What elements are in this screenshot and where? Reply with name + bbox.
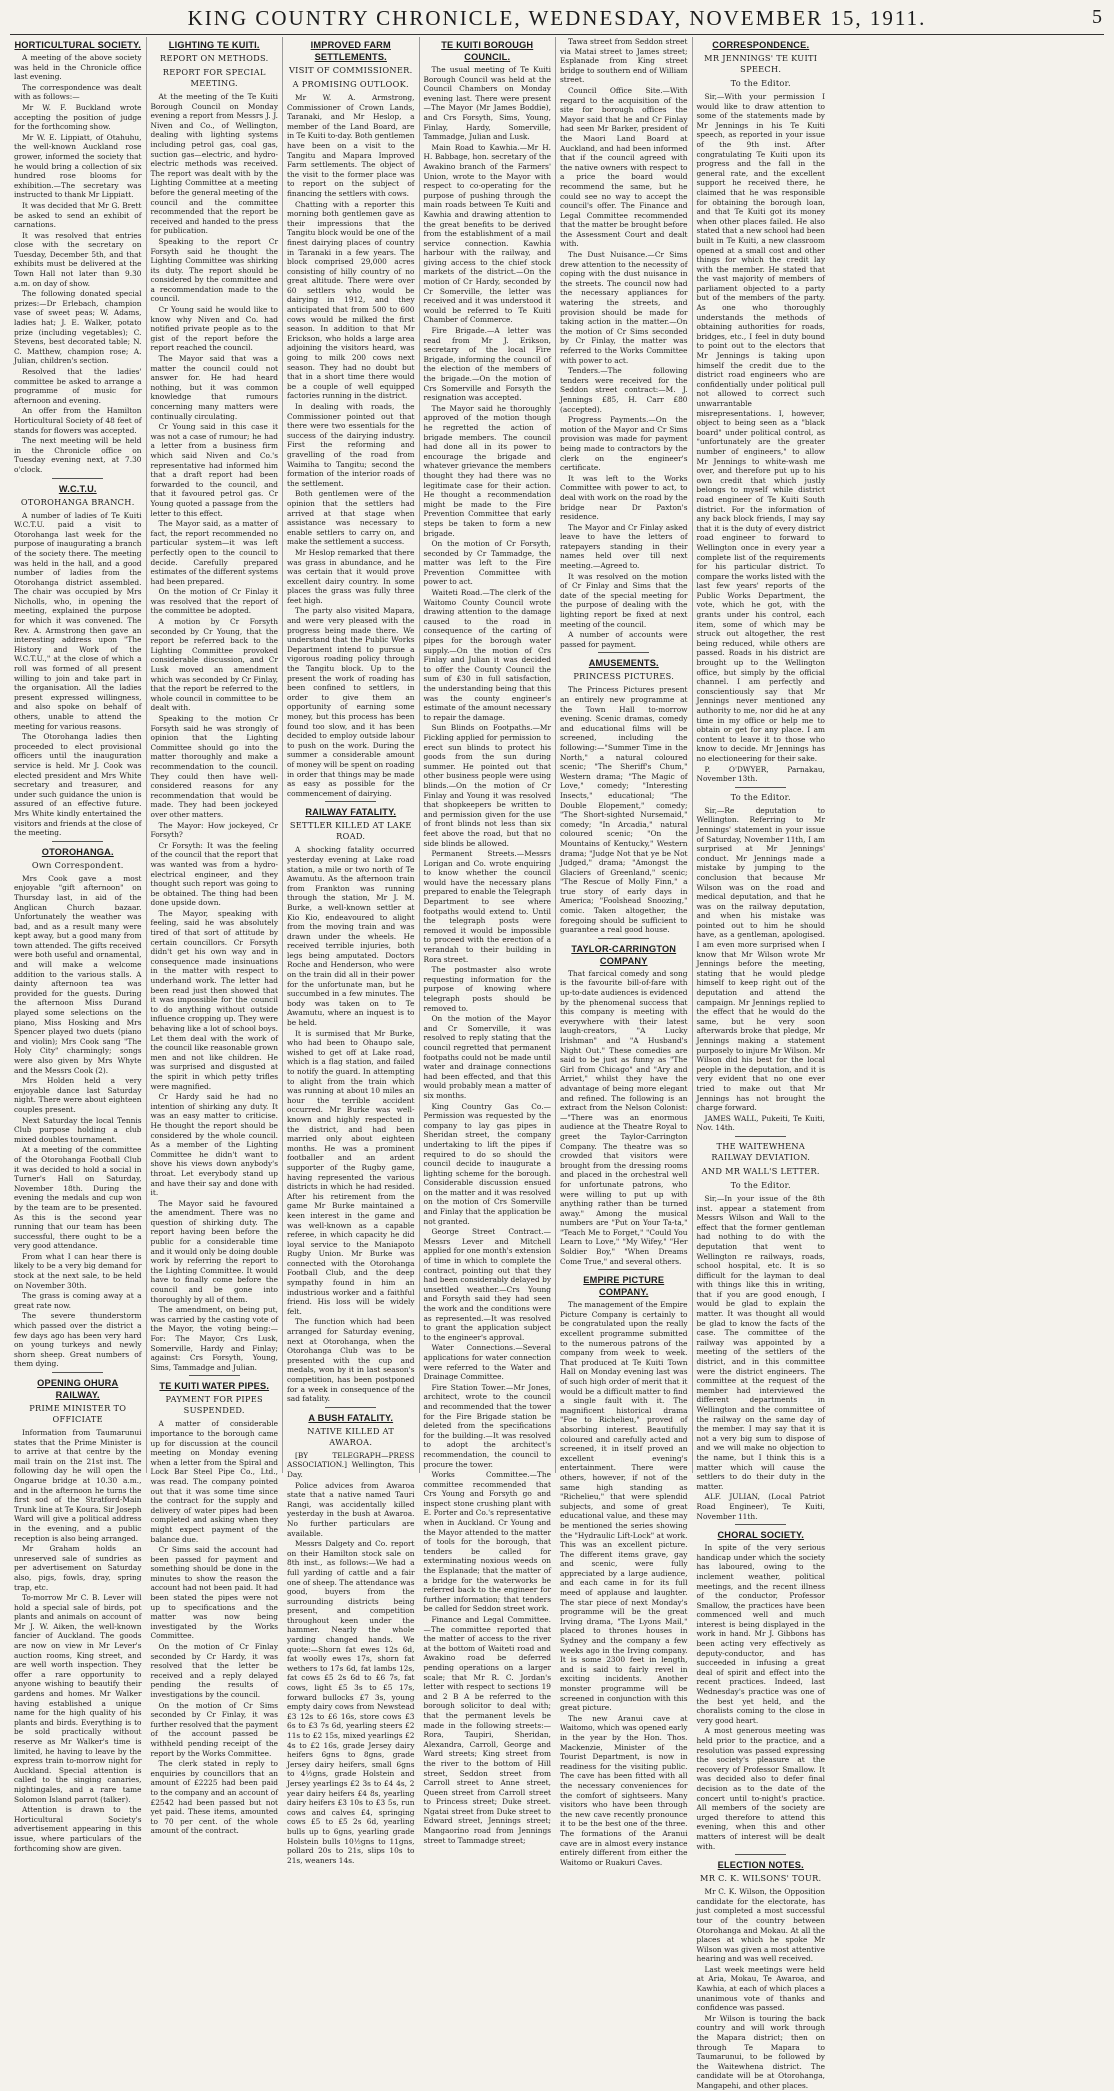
article-paragraph: The severe thunderstorm which passed over the district a few days ago has been very hard on young turkeys and newly shorn sheep. Great numbers of them dying. bbox=[14, 1311, 142, 1369]
divider bbox=[52, 1372, 103, 1373]
article-paragraph: The Princess Pictures present an entirely new programme at the Town Hall to-morrow evening. Scenic dramas, comedy and educational films will be screened, including the following:—"Summer Time in the North," a natural coloured scenic; "The Sheriff's Chum," Western drama; "The Magic of Love," comedy; "Interesting Insects," educational; "The Double Elopement," comedy; "The Short-sighted Nursemaid," comedy; "In Arcadia," natural coloured scenic; "On the Mountains of Kentucky," Western drama; "Judge Not that ye be Not Judged," drama; "Amongst the Glaciers of Greenland," scenic; "The Rescue of Molly Finn," a true story of early days in America; "Foolshead Snoozing," comic. Taken altogether, the foregoing should be sufficient to guarantee a real good house. bbox=[560, 685, 688, 935]
article-heading: W.C.T.U. bbox=[58, 483, 97, 494]
article-heading: CHORAL SOCIETY. bbox=[717, 1530, 805, 1541]
article-heading: TE KUITI WATER PIPES. bbox=[159, 1381, 270, 1392]
divider bbox=[52, 841, 103, 842]
article-paragraph: Waiteti Road.—The clerk of the Waitomo County Council wrote drawing attention to the damage caused to the road in consequence of the carting of pipes for the borough water supply.—On the motion of Crs Finlay and Julian it was decided to offer the County Council the sum of £30 in full satisfaction, the understanding being that this was the county engineer's estimate of the amount necessary to repair the damage. bbox=[423, 588, 551, 722]
article-subheading: NATIVE KILLED AT AWAROA. bbox=[307, 1425, 395, 1447]
divider bbox=[325, 801, 376, 802]
article-paragraph: Permanent Streets.—Messrs Lorigan and Co. wrote enquiring to know whether the council would have the necessary plans prepared to enable the Telegraph Department to see where footpaths would extend to. Until the telegraph posts were removed it would be impossible to proceed with the erection of a verandah to their building in Rora street. bbox=[423, 849, 551, 964]
article bbox=[424, 39, 552, 1845]
article-paragraph: Mr Graham holds an unreserved sale of sundries as per advertisement on Saturday also, pigs, fowls, dray, spring trap, etc. bbox=[14, 1544, 142, 1592]
article-heading: RAILWAY FATALITY. bbox=[305, 807, 397, 818]
article-paragraph: A matter of considerable importance to the borough came up for discussion at the council meeting on Monday evening when a letter from the Spiral and Lock Bar Steel Pipe Co., Ltd., was read. The company pointed out that it was some time since the contract for the supply and delivery of water pipes had been completed and asking when they might expect payment of the balance due. bbox=[150, 1419, 278, 1544]
article-paragraph: Resolved that the ladies' committee be asked to arrange a programme of music for afternoon and evening. bbox=[14, 367, 142, 405]
article-paragraph: Works Committee.—The committee recommended that Crs Young and Forsyth go and inspect stone crushing plant with E. Porter and Co.'s representative when in Auckland. Cr Young and the Mayor attended to the matter of tools for the borough, that tenders be called for exterminating noxious weeds on the Esplanade; that the matter of a bridge for the waterworks be referred back to the engineer for further information; that tenders be called for Seddon street work. bbox=[423, 1470, 551, 1614]
article-paragraph: Mr W. F. Buckland wrote accepting the position of judge for the forthcoming show. bbox=[14, 102, 142, 132]
divider bbox=[52, 478, 103, 479]
article-paragraph: The Mayor said, as a matter of fact, the report recommended no particular system—it was left perfectly open to the council to decide. Carefully prepared estimates of the different systems had been prepared. bbox=[150, 519, 278, 586]
article-paragraph: [BY TELEGRAPH—PRESS ASSOCIATION.] Wellington, This Day. bbox=[287, 1450, 415, 1479]
article-heading: LIGHTING TE KUITI. bbox=[168, 40, 260, 50]
article-paragraph: That farcical comedy and song is the favourite bill-of-fare with up-to-date audiences is evidenced by the phenomenal success that this company is meeting with everywhere with their latest laugh-creators, "A Lucky Irishman" and "A Husband's Night Out." These comedies are said to be just as funny as "The Girl from Chicago" and "Ary and Arriet," whilst they have the advantage of being more elegant and refined. The following is an extract from the Nelson Colonist:—"There was an enormous audience at the Theatre Royal to greet the Taylor-Carrington Company. The theatre was so crowded that visitors were brought from the dressing rooms and placed in the orchestral well for unfortunate patrons, who were willing to put up with anything rather than be turned away." Among the musical numbers are "Put on Your Ta-ta," "Teach Me to Forget," "Could You Learn to Love," "My Wifey," "Her Soldier Boy," "When Dreams Come True," and several others. bbox=[560, 968, 688, 1266]
article-paragraph: At a meeting of the committee of the Otorohanga Football Club it was decided to hold a social in Turner's Hall on Saturday, November 18th. During the evening the medals and cup won by the team are to be presented. As this is the second year running that our team has been successful, there ought to be a very good attendance. bbox=[14, 1145, 142, 1251]
article-paragraph: Mr Heslop remarked that there was grass in abundance, and he was certain that it would prove excellent dairy country. In some places the grass was fully three feet high. bbox=[287, 547, 415, 605]
article-paragraph: The Mayor and Cr Finlay asked leave to have the letters of ratepayers standing in their names held over till next meeting.—Agreed to. bbox=[560, 522, 688, 571]
article-paragraph: Cr Young said he would like to know why Niven and Co. had notified private people as to the gist of the report before the report reached the council. bbox=[150, 305, 278, 353]
article-paragraph: ALF. JULIAN, (Local Patriot Road Engineer), Te Kuiti, November 11th. bbox=[696, 1492, 825, 1521]
article bbox=[560, 943, 688, 1266]
article-paragraph: Sir,—With your permission I would like to draw attention to some of the statements made by Mr Jennings in his Te Kuiti speech, as reported in your issue of the 9th inst. After congratulating Te Kuiti upon its progress and the fall in the general rate, and the excellent support he received there, he claimed that he was responsible for obtaining the borough loan, and that Te Kuiti got its money when other places failed. He also stated that a new school had been built in Te Kuiti, a new classroom opened at a small cost and other things for which the credit lay with the member. He stated that the vast majority of members of parliament objected to a party but of the members of the party. As one who thoroughly understands the methods of obtaining authorities for roads, bridges, etc., I feel in duty bound to point out to the electors that Mr Jennings is taking upon himself the credit due to the district road engineers who are confidentially under political pull not allowed to correct such unwarrantable misrepresentations. I, however, object to being seen as a "black board" under political control, as "unfortunately are the greater number of engineers," to allow Mr Jennings to white-wash me over, and therefore put up to his own credit that which justly belongs to myself while district road engineer of Te Kuiti South district. For the information of any back block friends, I may say that it is the duty of every district road engineer to forward to Wellington once in every year a complete list of the requirements for his particular district. To compare the works listed with the last few years' reports of the Public Works Department, the vote, which he got, with the grants under his control, each item, some of which may be struck out altogether, the rest being reduced, while others are passed. Roads in his district are brought up to the Wellington office, but simply by the official channel. I am perfectly and conscientiously say that Mr Jennings never mentioned any authority to me, nor did he at any time in my office or help me to obtain or get for any place. I am content to leave it to those who know to decide. Mr Jennings has no electioneering for their sake. bbox=[696, 92, 825, 763]
article-paragraph: Mrs Holden held a very enjoyable dance last Saturday night. There were about eighteen couples present. bbox=[14, 1076, 142, 1114]
article-paragraph: On the motion of Cr Finlay it was resolved that the report of the committee be adopted. bbox=[150, 587, 278, 616]
article bbox=[151, 39, 279, 1372]
article-subheading: PRINCESS PICTURES. bbox=[573, 671, 675, 682]
article bbox=[560, 1274, 688, 1867]
article bbox=[560, 657, 688, 934]
article-paragraph: Fire Station Tower.—Mr Jones, architect, wrote to the council and recommended that the tower for the Fire Brigade station be deleted from the specifications for the building.—It was resolved to adopt the architect's recommendation, the council to procure the tower. bbox=[423, 1382, 551, 1469]
article-paragraph: The following donated special prizes:—Dr Erlebach, champion vase of sweet peas; W. Adams, ladies hat; J. E. Walker, potato prize (including vegetables); C. Stevens, best decorated table; N. C. Matthew, champion rose; A. Julian, children's section. bbox=[14, 289, 142, 366]
article-paragraph: Mr C. K. Wilson, the Opposition candidate for the electorate, has just completed a most successful tour of the country between Otorohanga and Mokau. At all the places at which he spoke Mr Wilson was given a most attentive hearing and was well received. bbox=[696, 1887, 825, 1964]
article bbox=[287, 806, 415, 1403]
article-subheading: To the Editor. bbox=[730, 78, 791, 88]
divider bbox=[325, 1407, 376, 1408]
article-paragraph: Information from Taumarunui states that the Prime Minister is to arrive at that centre by the mail train on the 21st inst. The following day he will open the Ongarue bridge at 10.30 a.m., and in the afternoon he turns the first sod of the Stratford-Main Trunk line at Te Koura. Sir Joseph Ward will give a political address in the evening, and a public reception is also being arranged. bbox=[14, 1428, 142, 1543]
article bbox=[697, 1141, 826, 1521]
article-paragraph: It was decided that Mr G. Brett be asked to send an exhibit of carnations. bbox=[14, 200, 142, 230]
article-paragraph: The clerk stated in reply to enquiries by councillors that an amount of £2225 had been paid to the company and an account of £2542 had been passed but not yet paid. These items, amounted to 70 per cent. of the whole amount of the contract. bbox=[150, 1759, 278, 1836]
article-paragraph: Cr Hardy said he had no intention of shirking any duty. It was an easy matter to criticise. He thought the report should be considered by the whole council. As a member of the Lighting Committee he didn't want to shove his views down anybody's throat. Let everybody stand up and have their say and done with it. bbox=[150, 1092, 278, 1198]
article-subheading: AND MR WALL'S LETTER. bbox=[701, 1165, 820, 1176]
article-paragraph: Chatting with a reporter this morning both gentlemen gave as their impressions that the Tangitu block would be one of the finest dairying places of country in Taranaki in a few years. The block comprised 29,000 acres consisting of hilly country of no great altitude. There were over 60 settlers who would be dairying in 1912, and they anticipated that from 500 to 600 cows would be milked the first season. In addition to that Mr Erickson, who holds a large area adjoining the visitors heard, was going to milk 200 cows next season. They had no doubt but that in a short time there would be a couple of well equipped factories running in the district. bbox=[287, 199, 415, 401]
divider bbox=[189, 1375, 240, 1376]
article-subheading: THE WAITEWHENA RAILWAY DEVIATION. bbox=[711, 1140, 811, 1162]
article-subheading: REPORT ON METHODS. bbox=[160, 53, 269, 63]
article bbox=[560, 37, 688, 649]
article-paragraph: It was resolved on the motion of Cr Finlay and Sims that the date of the special meeting for the purpose of dealing with the lighting report be fixed at next meeting of the council. bbox=[560, 571, 688, 629]
article-paragraph: At the meeting of the Te Kuiti Borough Council on Monday evening a report from Messrs J. J. Niven and Co., of Wellington, dealing with lighting systems including petrol gas, coal gas, suction gas—electric, and hydro-electric methods was received. The report was dealt with by the Lighting Committee at a meeting before the general meeting of the council and the committee recommended that the report be received and handed to the press for publication. bbox=[150, 92, 278, 236]
article-heading: EMPIRE PICTURE COMPANY. bbox=[583, 1275, 665, 1298]
article-paragraph: Mr W. E. Lippiatt, of Otahuhu, the well-known Auckland rose grower, informed the society that he would bring a collection of six hundred rose blooms for exhibition.—The secretary was instructed to thank Mr Lippiatt. bbox=[14, 132, 142, 200]
article bbox=[697, 792, 826, 1133]
article bbox=[287, 39, 415, 798]
article-heading: A BUSH FATALITY. bbox=[308, 1412, 394, 1423]
article-heading: TAYLOR-CARRINGTON COMPANY bbox=[571, 943, 677, 966]
article-paragraph: The amendment, on being put, was carried by the casting vote of the Mayor, the voting being:—For: The Mayor, Crs Lusk, Somerville, Hardy and Finlay; against: Crs Forsyth, Young, Sims, Tammadge and Julian. bbox=[150, 1305, 278, 1372]
column-1 bbox=[10, 37, 147, 1853]
article-paragraph: The postmaster also wrote requesting information for the purpose of knowing where telegraph posts should be removed to. bbox=[423, 965, 551, 1013]
article-paragraph: Attention is drawn to the Horticultural Society's advertisement appearing in this issue, where particulars of the forthcoming show are given. bbox=[14, 1805, 142, 1853]
article-paragraph: Cr Forsyth: It was the feeling of the council that the report that was wanted was from a hydro-electrical engineer, and they thought such report was going to be obtained. The thing had been done upside down. bbox=[150, 840, 278, 908]
article-paragraph: Tawa street from Seddon street via Matai street to James street; Esplanade from King street bridge to southern end of William street. bbox=[560, 37, 688, 85]
article-paragraph: Tenders.—The following tenders were received for the Seddon street contract:—M. J. Jennings £85, H. Carr £80 (accepted). bbox=[560, 366, 688, 414]
article-paragraph: To-morrow Mr C. B. Lever will hold a special sale of birds, pot plants and animals on account of Mr J. W. Aiken, the well-known fancier of Auckland. The goods are now on view in Mr Lever's auction rooms, King street, and are well worth inspection. They offer a rare opportunity to anyone wishing to beautify their gardens and homes. Mr Walker having established a unique name for the high quality of his plants and birds. Everything is to be sold practically without reserve as Mr Walker's time is limited, he having to leave by the express train to-morrow night for Auckland. Special attention is called to the singing canaries, nightingales, and a rare tame Solomon Island parrot (talker). bbox=[14, 1593, 142, 1804]
article-subheading: MR JENNINGS' TE KUITI SPEECH. bbox=[704, 53, 818, 74]
article-paragraph: The Mayor: How jockeyed, Cr Forsyth? bbox=[150, 820, 278, 840]
article bbox=[14, 39, 142, 475]
page-number: 5 bbox=[1092, 6, 1102, 28]
article-paragraph: Fire Brigade.—A letter was read from Mr J. Erikson, secretary of the local Fire Brigade, informing the council of the election of the members of the brigade.—On the motion of Crs Somerville and Forsyth the resignation was accepted. bbox=[423, 326, 551, 403]
article-heading: HORTICULTURAL SOCIETY. bbox=[14, 40, 142, 50]
article-paragraph: Mrs Cook gave a most enjoyable "gift afternoon" on Thursday last, in aid of the Anglican Church bazaar. Unfortunately the weather was bad, and as a result many were kept away, but a good many from town attended. The gifts received were both useful and ornamental, and will make a welcome addition to the various stalls. A dainty afternoon tea was provided for the guests. During the afternoon Miss Durand played some selections on the piano, Miss Hosking and Mrs Spencer played two duets (piano and violin); Mrs Cook sang "The Holy City" charmingly; songs were also given by Mrs Whyte and the Messrs Cook (2). bbox=[14, 873, 142, 1075]
article bbox=[14, 483, 142, 838]
article-paragraph: The Mayor said that was a matter the council could not answer for. He had heard nothing, but it was common knowledge that rumours concerning many matters were continually circulating. bbox=[150, 354, 278, 421]
article-paragraph: JAMES WALL, Pukeiti, Te Kuiti, Nov. 14th. bbox=[696, 1113, 825, 1133]
article-paragraph: The Dust Nuisance.—Cr Sims drew attention to the necessity of coping with the dust nuisance in the streets. The council now had the necessary appliances for watering the streets, and provision should be made for taking action in the matter.—On the motion of Cr Sims seconded by Cr Finlay, the matter was referred to the Works Committee with power to act. bbox=[560, 250, 688, 365]
article bbox=[287, 1412, 415, 1866]
article-heading: CORRESPONDENCE. bbox=[712, 40, 810, 50]
article-paragraph: The management of the Empire Picture Company is certainly to be congratulated upon the really excellent programme submitted to the numerous patrons of the company from week to week. That produced at Te Kuiti Town Hall on Monday evening last was of such high order of merit that it would be a difficult matter to find a single fault with it. The magnificent historical drama "Foe to Richelieu," proved of absorbing interest. Beautifully coloured and carefully acted and screened, it in itself proved an excellent evening's entertainment. There were others, however, if not of the same high standing as "Richelieu," that were splendid subjects, and some of great educational value, and these may be mentioned the series showing the "Hydraulic Lift-Lock" at work. This was an excellent picture. The different items grave, gay and scenic, were fully appreciated by a large audience, and each came in for its full meed of applause and laughter. The star piece of next Monday's programme will be the great Irving drama, "The Lyons Mail," placed to thrones houses in Sydney and the company a few weeks ago in the Irving company. It is some 2300 feet in length, and is said to fairly revel in exciting incidents. Another monster programme will be screened in conjunction with this great picture. bbox=[560, 1300, 688, 1713]
article-paragraph: A motion by Cr Forsyth seconded by Cr Young, that the report be referred back to the Lighting Committee provoked considerable discussion, and Cr Lusk moved an amendment which was seconded by Cr Finlay, that the report be referred to the whole council in committee to be dealt with. bbox=[150, 617, 278, 713]
column-5 bbox=[556, 37, 693, 1867]
article-paragraph: On the motion of the Mayor and Cr Somerville, it was resolved to reply stating that the council regretted that permanent footpaths could not be made until water and drainage connections had been effected, and that this would probably mean a matter of six months. bbox=[423, 1014, 551, 1100]
article-paragraph: Council Office Site.—With regard to the acquisition of the site for borough offices the Mayor said that he and Cr Finlay had seen Mr Barker, president of the Maori Land Board at Auckland, and had been informed that if the council agreed with the native owners with respect to a price the board would recommend the same, but he could see no way to accept the council's offer. The Finance and Legal Committee recommended that the matter be brought before the Assessment Court and dealt with. bbox=[560, 85, 688, 249]
divider bbox=[598, 1269, 649, 1270]
article-paragraph: Finance and Legal Committee.—The committee reported that the matter of access to the river at the bottom of Waiteti road and Awakino road be deferred pending operations on a larger scale; that Mr R. C. Jordan's letter with respect to sections 19 and 2 B A be referred to the borough solicitor to deal with; that the permanent levels be made in the following streets:—Rora, Taupiri, Sheridan, Alexandra, Carroll, George and Ward streets; King street from the river to the bottom of Hill street, Seddon street from Carroll street to Anne street, Queen street from Carroll street to Princess street; Duke street. Ngatai street from Duke street to Edward street, Jennings street; Mangaorino road from Jennings street to Tammadge street; bbox=[423, 1615, 551, 1845]
article-subheading: REPORT FOR SPECIAL MEETING. bbox=[162, 67, 266, 88]
masthead-title: KING COUNTRY CHRONICLE, WEDNESDAY, NOVEMBER 15, 1911. bbox=[187, 6, 927, 30]
article-subheading: Own Correspondent. bbox=[31, 859, 124, 870]
article-paragraph: In spite of the very serious handicap under which the society has laboured, owing to the inclement weather, political meetings, and the recent illness of the conductor, Professor Smallow, the practices have been commenced well and much interest is being displayed in the work in hand. Mr J. Gibbons has been acting very effectively as deputy-conductor, and has succeeded in infusing a great deal of spirit and effect into the recent practices. Indeed, last Wednesday's practice was one of the best yet held, and the choralists coming to the close in very good heart. bbox=[696, 1543, 825, 1725]
divider bbox=[735, 787, 786, 788]
article-paragraph: Sir,—Re deputation to Wellington. Referring to Mr Jennings' statement in your issue of Saturday, November 11th, I am surprised at Mr Jennings' conduct. Mr Jennings made a mistake by jumping to the conclusion that because Mr Wilson was on the road and medical deputation, and that he was on the railway deputation, and when his mistake was pointed out to him he should have, as a gentleman, apologised. I am even more surprised when I know that Mr Wilson wrote Mr Jennings before the meeting, stating that he would pledge himself to keep right out of the deputation and attend the campaign. Mr Jennings replied to the effect that he would do the same, but he very soon afterwards broke that pledge, Mr Jennings making a statement purposely to injure Mr Wilson. Mr Wilson did his best for the local people in the deputation, and it is very evident that no one ever tried to make out that Mr Jennings has not brought the charge forward. bbox=[696, 805, 825, 1113]
article-paragraph: The Mayor said he favoured the amendment. There was no question of shirking duty. The report having been before the public for a considerable time and it would only be doing double work by referring the report to the Lighting Committee. It would have to finally come before the council and be gone into thoroughly by all of them. bbox=[150, 1198, 278, 1304]
divider bbox=[598, 938, 649, 939]
article-paragraph: Speaking to the report Cr Forsyth said he thought the Lighting Committee was shirking its duty. The report should be considered by the committee and a recommendation made to the council. bbox=[150, 236, 278, 304]
article-heading: OPENING OHURA RAILWAY. bbox=[37, 1378, 119, 1400]
article-paragraph: It is surmised that Mr Burke, who had been to Ohaupo sale, wished to get off at Lake road, which is a flag station, and failed to notify the guard. In attempting to alight from the train which was running at about 10 miles an hour the terrible accident occurred. Mr Burke was well-known and highly respected in the district, and had been married only about eighteen months. He was a prominent footballer and an ardent supporter of the Rugby game, having represented the various districts in which he had resided. After his retirement from the game Mr Burke maintained a keen interest in the game and was well-known as a capable referee, in which capacity he did loyal service to the Maniapoto Rugby Union. Mr Burke was connected with the Otorohanga Football Club, and the deep sympathy found in him an industrious worker and a faithful friend. His loss will be widely felt. bbox=[287, 1028, 415, 1316]
article-heading: IMPROVED FARM SETTLEMENTS. bbox=[310, 40, 391, 62]
article-heading: OTOROHANGA. bbox=[41, 846, 114, 857]
article bbox=[14, 1377, 142, 1853]
article-paragraph: Progress Payments.—On the motion of the Mayor and Cr Sims provision was made for payment being made to contractors by the clerk on the engineer's certificate. bbox=[560, 415, 688, 473]
article-paragraph: Cr Sims said the account had been passed for payment and something should be done in the minutes to show the reason the account had not been paid. It had been stated the pipes were not up to specifications and the matter was now being investigated by the Works Committee. bbox=[150, 1545, 278, 1641]
article-paragraph: The usual meeting of Te Kuiti Borough Council was held at the Council Chambers on Monday evening last. There were present—The Mayor (Mr James Boddie), and Crs Forsyth, Sims, Young, Finlay, Hardy, Somerville, Tammadge, Julian and Lusk. bbox=[423, 65, 551, 142]
article bbox=[14, 846, 142, 1369]
article-subheading: SETTLER KILLED AT LAKE ROAD. bbox=[289, 820, 412, 842]
article-subheading: PAYMENT FOR PIPES SUSPENDED. bbox=[165, 1394, 263, 1416]
article-paragraph: The Mayor said he thoroughly approved of the motion though he regretted the action of brigade members. The council had done all in its power to encourage the brigade and whatever grievance the members thought they had there was no legitimate case for their action. He thought a recommendation might be made to the Fire Prevention Committee that early steps be taken to form a new brigade. bbox=[423, 403, 551, 538]
article-subheading: To the Editor. bbox=[730, 1179, 791, 1190]
article-paragraph: George Street Contract.—Messrs Lever and Mitchell applied for one month's extension of time in which to complete the contract, pointing out that they had been considerably delayed by unsettled weather.—Crs Young and Forsyth said they had seen the work and the conditions were as represented.—It was resolved to grant the application subject to the engineer's approval. bbox=[423, 1227, 551, 1342]
article-heading: TE KUITI BOROUGH COUNCIL. bbox=[441, 40, 534, 62]
article-paragraph: Last week meetings were held at Aria, Mokau, Te Awaroa, and Kawhia, at each of which places a unanimous vote of thanks and confidence was passed. bbox=[696, 1964, 825, 2013]
article-subheading: PRIME MINISTER TO OFFICIATE bbox=[29, 1403, 127, 1424]
column-3 bbox=[283, 37, 420, 1865]
article-paragraph: The party also visited Mapara, and were very pleased with the progress being made there. We understand that the Public Works Department intend to pursue a vigorous roading policy through the Tangitu block. Up to the present the work of roading has been confined to settlers, in order to give them an opportunity of earning some money, but this process has been found too slow, and it has been decided to employ outside labour to push on the work. During the summer a considerable amount of money will be spent on roading in order that things may be made as easy as possible for the commencement of dairying. bbox=[287, 606, 415, 798]
article-paragraph: Messrs Dalgety and Co. report on their Hamilton stock sale on 8th inst., as follows:—We had a full yarding of cattle and a fair one of sheep. The attendance was good, buyers from the surrounding districts being present, and competition throughout keen under the hammer. Nearly the whole yarding changed hands. We quote:—Shorn fat ewes 12s 6d, fat woolly ewes 17s, shorn fat wethers to 17s 6d, fat lambs 12s, fat cows £5 2s 6d to £6 7s, fat cows, light £5 3s to £5 17s, forward bullocks £7 3s, young empty dairy cows from Newstead £3 12s to £6 16s, store cows £3 6s to £3 7s 6d, yearling steers £2 11s to £2 15s, mixed yearlings £2 4s to £2 16s, grade Jersey dairy heifers 6gns to 8gns, grade Jersey dairy heifers, small 6gns to 4½gns, grade Holstein and Jersey yearlings £2 3s to £4 4s, 2 year dairy heifers £4 8s, yearling dairy heifers £3 10s to £3 5s, run cows and calves £4, springing cows £5 to £5 2s 6d, yearling bulls up to 6gns, yearling grade Holstein bulls 10½gns to 11gns, pollard 20s to 21s, slips 10s to 21s, weaners 14s. bbox=[287, 1539, 415, 1865]
article-paragraph: In dealing with roads, the Commissioner pointed out that there were two essentials for the success of the dairying industry. First the reforming and gravelling of the road from Waimiha to Tangitu; second the formation of the interior roads of the settlement. bbox=[287, 402, 415, 488]
article-subheading: MR C. K. WILSONS' TOUR. bbox=[700, 1873, 822, 1884]
article bbox=[697, 39, 826, 784]
article-paragraph: On the motion of Cr Sims seconded by Cr Finlay, it was further resolved that the payment of the account passed be withheld pending receipt of the report by the Works Committee. bbox=[150, 1700, 278, 1758]
article-paragraph: Mr Wilson is touring the back country and will work through the Mapara district; then on through Te Mapara to Taumarunui, to be followed by the Waitewhena district. The candidate will be at Otorohanga, Mangapehi, and other places. bbox=[696, 2013, 825, 2090]
article-paragraph: The new Aranui cave at Waitomo, which was opened early in the year by the Hon. Thos. Mackenzie, Minister of the Tourist Department, is now in readiness for the visiting public. The cave has been fitted with all the necessary conveniences for the comfort of sightseers. Many visitors who have been through the new cave recently pronounce it to be the best one of the three. The formations of the Aranui cave are in almost every instance entirely different from either the Waitomo or Ruakuri Caves. bbox=[560, 1713, 688, 1867]
article-paragraph: Cr Young said in this case it was not a case of rumour; he had a letter from a business firm which said Niven and Co.'s representative had informed him that a draft report had been forwarded to the council, and that it favoured petrol gas. Cr Young quoted a passage from the letter to this effect. bbox=[150, 422, 278, 518]
article-paragraph: The Otorohanga ladies then proceeded to elect provisional officers until the inauguration service is held. Mr J. Cook was elected president and Mrs White secretary and treasurer, and under such guidance the union is assured of an effective future. Mrs White kindly entertained the visitors and friends at the close of the meeting. bbox=[14, 732, 142, 838]
article-paragraph: An offer from the Hamilton Horticultural Society of 48 feet of stands for flowers was accepted. bbox=[14, 406, 142, 435]
article-paragraph: Water Connections.—Several applications for water connection were referred to the Water and Drainage Committee. bbox=[423, 1343, 551, 1382]
article-paragraph: A most generous meeting was held prior to the practice, and a resolution was passed expressing the society's pleasure at the recovery of Professor Smallow. It was decided also to defer final decision as to the date of the concert until to-night's practice. All members of the society are urged therefore to attend this evening, when this and other matters of interest will be dealt with. bbox=[696, 1726, 825, 1851]
article-paragraph: On the motion of Cr Forsyth, seconded by Cr Tammadge, the matter was left to the Fire Prevention Committee with power to act. bbox=[423, 539, 551, 587]
divider bbox=[735, 1524, 786, 1525]
column-4 bbox=[420, 37, 557, 1845]
article-paragraph: Police advices from Awaroa state that a native named Tauri Rangi, was accidentally killed yesterday in the bush at Awaroa. No further particulars are available. bbox=[287, 1480, 415, 1538]
article-paragraph: The next meeting will be held in the Chronicle office on Tuesday evening next, at 7.30 o'clock. bbox=[14, 436, 142, 474]
divider bbox=[735, 1854, 786, 1855]
article-subheading: A PROMISING OUTLOOK. bbox=[292, 79, 409, 89]
article-paragraph: Main Road to Kawhia.—Mr H. H. Babbage, hon. secretary of the Awakino branch of the Farmers' Union, wrote to the Mayor with respect to co-operating for the purpose of pushing through the main roads between Te Kuiti and Kawhia and drawing attention to the great benefits to be derived from the establishment of a mail service connection. Kawhia harbour with the railway, and giving access to the chief stock markets of the district.—On the motion of Cr Hardy, seconded by Cr Somerville, the letter was received and it was understood it would be referred to Te Kuiti Chamber of Commerce. bbox=[423, 142, 551, 325]
article-paragraph: Speaking to the motion Cr Forsyth said he was strongly of opinion that the Lighting Committee should go into the matter thoroughly and make a recommendation to the council. They could then have well-considered reasons for any recommendation that would be made. They had been jockeyed over other matters. bbox=[150, 714, 278, 819]
divider bbox=[598, 652, 649, 653]
article-paragraph: The correspondence was dealt with as follows:— bbox=[14, 82, 142, 102]
article-paragraph: Next Saturday the local Tennis Club purpose holding a club mixed doubles tournament. bbox=[14, 1115, 142, 1144]
article-paragraph: P. O'DWYER, Parnakau, November 13th. bbox=[696, 764, 825, 784]
article-paragraph: It was resolved that entries close with the secretary on Tuesday, December 5th, and that exhibits must be delivered at the Town Hall not later than 9.30 a.m. on day of show. bbox=[14, 230, 142, 288]
article-paragraph: A number of ladies of Te Kuiti W.C.T.U. paid a visit to Otorohanga last week for the purpose of inaugurating a branch of the society there. The meeting was held in the hall, and a good number of ladies from the Otorohanga district assembled. The chair was occupied by Mrs Nicholls, who, in opening the meeting, explained the purpose for which it was convened. The Rev. A. Armstrong then gave an interesting address upon "The History and Work of the W.C.T.U.," at the close of which a roll was formed of all present willing to join and take part in the organisation. All the ladies present expressed willingness, and also spoke on behalf of others, unable to attend the meeting for various reasons. bbox=[14, 510, 142, 731]
column-6 bbox=[693, 37, 830, 2090]
article bbox=[697, 1859, 826, 2090]
article-paragraph: Sun Blinds on Footpaths.—Mr Fickling applied for permission to erect sun blinds to protect his goods from the sun during summer. He pointed out that other business people were using blinds.—On the motion of Cr Finlay and Young it was resolved that shopkeepers be written to and permission given for the use of front blinds not less than six feet above the road, but that no side blinds be allowed. bbox=[423, 723, 551, 848]
article-paragraph: Both gentlemen were of the opinion that the settlers had arrived at that stage when assistance was necessary to enable settlers to carry on, and make the settlement a success. bbox=[287, 489, 415, 547]
article-heading: ELECTION NOTES. bbox=[717, 1860, 804, 1871]
article-subheading: OTOROHANGA BRANCH. bbox=[20, 496, 135, 507]
article-paragraph: A shocking fatality occurred yesterday evening at Lake road station, a mile or two north of Te Awamutu. As the afternoon train from Frankton was running through the station, Mr J. M. Burke, a well-known settler at Kio Kio, endeavoured to alight from the moving train and was drawn under the wheels. He received terrible injuries, both legs being amputated. Doctors Roche and Henderson, who were on the train did all in their power for the unfortunate man, but he succumbed in a few minutes. The body was taken on to Te Awamutu, where an inquest is to be held. bbox=[287, 845, 415, 1028]
article-paragraph: King Country Gas Co.—Permission was requested by the company to lay gas pipes in Sheridan street, the company undertaking to lift the pipes if required to do so should the council decide to inaugurate a lighting scheme for the borough. Considerable discussion ensued on the matter and it was resolved on the motion of Crs Somerville and Finlay that the application be not granted. bbox=[423, 1101, 551, 1226]
article-heading: AMUSEMENTS. bbox=[588, 658, 659, 669]
article bbox=[697, 1529, 826, 1851]
article-paragraph: Sir,—In your issue of the 8th inst. appear a statement from Messrs Wilson and Wall to the effect that the former gentleman had nothing to do with the deputation that went to Wellington re railways, roads, school hospital, etc. It is so difficult for the layman to deal with things like this in writing, that if you are good enough, I would be glad to explain the matter. It was thought all would be glad to know the facts of the case. The committee of the railway was appointed by a meeting of the settlers of the district, and in this committee were the district engineers. The committee at the request of the member had interviewed the different departments in Wellington and the committee of the railway on the same day of the member. I may say that it is not a very big sum to dispose of and we will make no objection to the name, but I think this is a matter which will cause the settlers to do their duty in the matter. bbox=[696, 1193, 825, 1491]
column-2 bbox=[147, 37, 284, 1836]
article-subheading: To the Editor. bbox=[730, 791, 791, 802]
column-container bbox=[10, 37, 1104, 2090]
article-paragraph: The function which had been arranged for Saturday evening, next at Otorohanga, when the Otorohanga Club was to be presented with the cup and medals, won by it in last season's competition, has been postponed for a week in consequence of the sad fatality. bbox=[287, 1317, 415, 1404]
article-paragraph: The grass is coming away at a great rate now. bbox=[14, 1291, 142, 1310]
article bbox=[151, 1380, 279, 1836]
divider bbox=[735, 1136, 786, 1137]
article-paragraph: On the motion of Cr Finlay seconded by Cr Hardy, it was resolved that the letter be received and a reply delayed pending the results of investigations by the council. bbox=[150, 1642, 278, 1699]
article-paragraph: Mr W. A. Armstrong, Commissioner of Crown Lands, Taranaki, and Mr Heslop, a member of the Land Board, are in Te Kuiti to-day. Both gentlemen have been on a visit to the Tangitu and Mapara Improved Farm settlements. The object of the visit to the former place was to report on the subject of financing the settlers with cows. bbox=[287, 93, 415, 198]
article-paragraph: A meeting of the above society was held in the Chronicle office last evening. bbox=[14, 53, 142, 82]
article-paragraph: A number of accounts were passed for payment. bbox=[560, 630, 688, 649]
article-subheading: VISIT OF COMMISSIONER. bbox=[288, 65, 413, 75]
article-paragraph: It was left to the Works Committee with power to act, to deal with work on the road by the bridge near Dr Paxton's residence. bbox=[560, 473, 688, 522]
article-paragraph: The Mayor, speaking with feeling, said he was absolutely tired of that sort of attitude by certain councillors. Cr Forsyth didn't get his own way and in consequence made insinuations in the matter with respect to underhand work. The letter had been read just then showed that it was impossible for the council to do anything without outside influence cropping up. They were behaving like a lot of school boys. Let them deal with the work of the council like reasonable grown men and not like children. He was surprised and disgusted at the spirit in which petty trifles were magnified. bbox=[150, 908, 278, 1091]
article-paragraph: From what I can hear there is likely to be a very big demand for stock at the next sale, to be held on November 30th. bbox=[14, 1251, 142, 1290]
masthead bbox=[10, 4, 1104, 35]
